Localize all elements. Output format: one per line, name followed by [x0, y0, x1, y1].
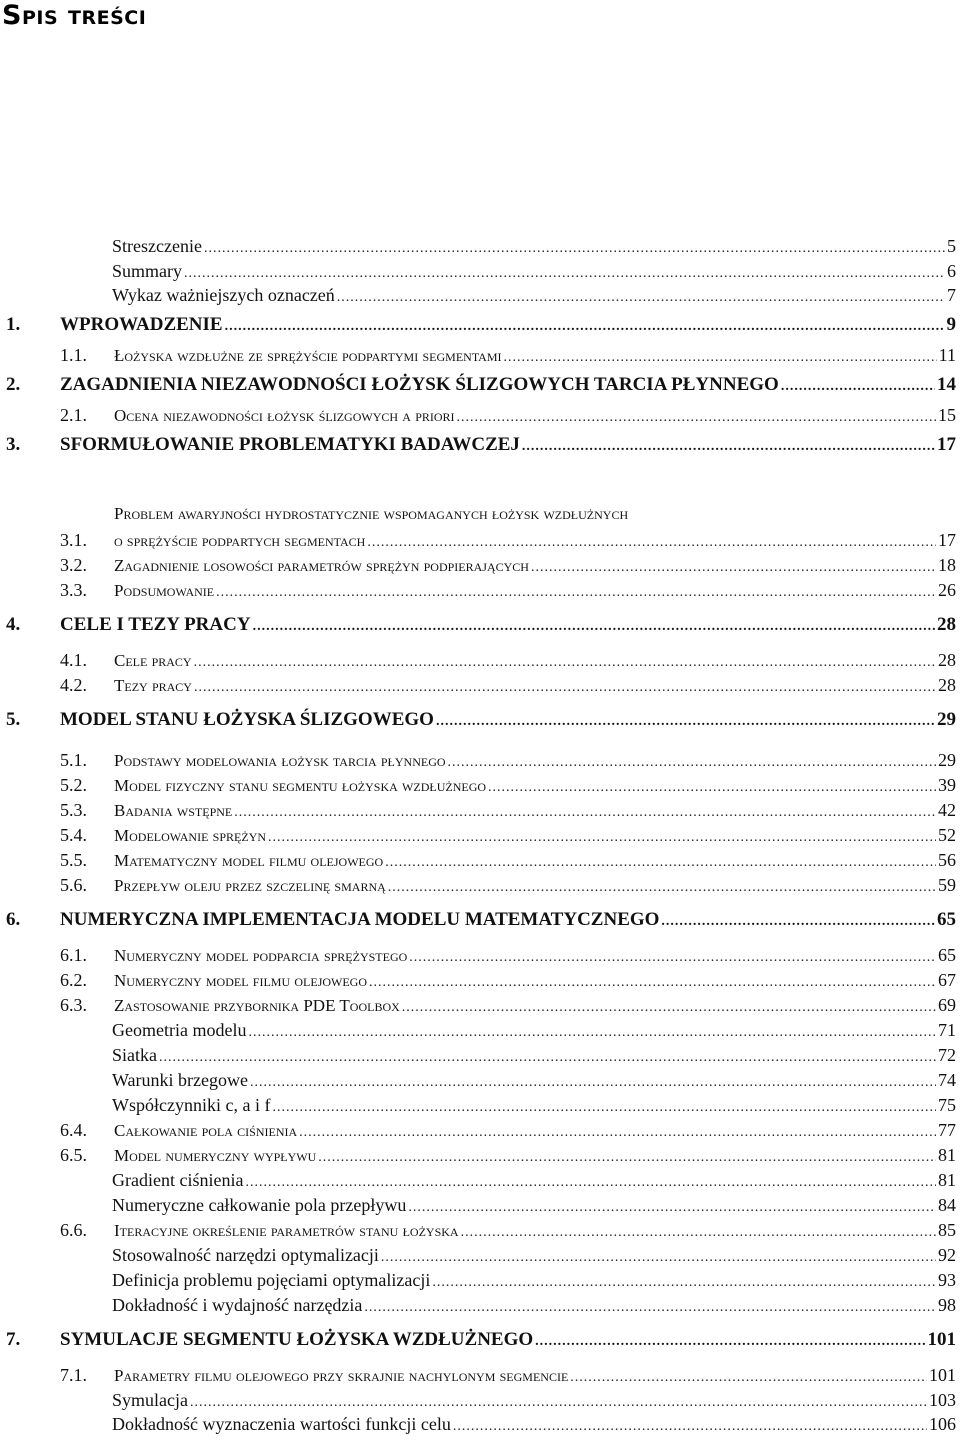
- toc-entry-title: Iteracyjne określenie parametrów stanu łożyska: [114, 1221, 459, 1240]
- toc-entry[interactable]: [0, 908, 960, 932]
- toc-entry[interactable]: [0, 1193, 960, 1217]
- toc-entry-page: 15: [938, 405, 956, 425]
- toc-entry-title: Streszczenie: [112, 236, 202, 256]
- toc-entry-page: 81: [938, 1170, 956, 1190]
- dot-leader: [409, 946, 936, 970]
- toc-entry-title-line1: Problem awaryjności hydrostatycznie wspomaganych łożysk wzdłużnych: [114, 504, 629, 523]
- toc-entry-page: 101: [929, 1365, 956, 1385]
- dot-leader: [436, 710, 935, 734]
- toc-entry[interactable]: [0, 313, 960, 337]
- toc-entry-page: 9: [946, 314, 956, 335]
- dot-leader: [253, 615, 935, 639]
- toc-entry-page: 72: [938, 1045, 956, 1065]
- toc-entry-title: NUMERYCZNA IMPLEMENTACJA MODELU MATEMATYCZNEGO: [60, 909, 660, 930]
- toc-entry-page: 85: [938, 1220, 956, 1240]
- dot-leader: [159, 1046, 936, 1070]
- toc-entry-page: 74: [938, 1070, 956, 1090]
- dot-leader: [364, 1296, 936, 1320]
- toc-entry-title: Numeryczne całkowanie pola przepływu: [112, 1195, 407, 1215]
- toc-entry-number: 4.1.: [60, 650, 87, 670]
- toc-entry[interactable]: [0, 433, 960, 457]
- toc-entry-number: 6.4.: [60, 1120, 87, 1140]
- toc-entry-number: 2.: [6, 374, 21, 395]
- dot-leader: [461, 1221, 936, 1245]
- toc-entry[interactable]: [0, 1043, 960, 1067]
- dot-leader: [216, 581, 936, 605]
- toc-entry-number: 5.1.: [60, 750, 87, 770]
- toc-entry-title: Parametry filmu olejowego przy skrajnie nachylonym segmencie: [114, 1366, 569, 1385]
- toc-entry-page: 65: [938, 945, 956, 965]
- toc-entry-title: Tezy pracy: [114, 676, 192, 695]
- toc-entry[interactable]: [0, 1412, 960, 1436]
- toc-entry-number: 7.1.: [60, 1365, 87, 1385]
- toc-entry-page: 75: [938, 1095, 956, 1115]
- toc-entry[interactable]: [0, 873, 960, 897]
- dot-leader: [408, 1196, 936, 1220]
- toc-entry[interactable]: [0, 343, 960, 367]
- dot-leader: [194, 651, 936, 675]
- toc-entry[interactable]: [0, 748, 960, 772]
- toc-entry-title: Podsumowanie: [114, 581, 215, 600]
- toc-entry-page: 98: [938, 1295, 956, 1315]
- toc-entry-number: 1.: [6, 314, 21, 335]
- toc-entry-number: 5.6.: [60, 875, 87, 895]
- toc-entry[interactable]: [0, 1143, 960, 1167]
- toc-entry-title: ZAGADNIENIA NIEZAWODNOŚCI ŁOŻYSK ŚLIZGOWYCH TARCIA PŁYNNEGO: [60, 374, 779, 395]
- toc-entry-page: 92: [938, 1245, 956, 1265]
- toc-entry[interactable]: [0, 968, 960, 992]
- toc-entry-number: 3.2.: [60, 555, 87, 575]
- toc-entry-page: 11: [938, 345, 956, 365]
- toc-entry[interactable]: [0, 1363, 960, 1387]
- dot-leader: [570, 1366, 927, 1390]
- dot-leader: [522, 435, 935, 459]
- toc-entry-number: 5.4.: [60, 825, 87, 845]
- toc-entry-number: 5.2.: [60, 775, 87, 795]
- toc-entry-title: Symulacja: [112, 1390, 188, 1410]
- toc-entry-page: 5: [947, 236, 956, 256]
- dot-leader: [337, 286, 945, 310]
- toc-entry[interactable]: [0, 613, 960, 637]
- toc-entry[interactable]: [0, 1018, 960, 1042]
- dot-leader: [531, 556, 936, 580]
- toc-entry-number: 6.5.: [60, 1145, 87, 1165]
- toc-entry-page: 101: [927, 1329, 956, 1350]
- toc-entry-title: Modelowanie sprężyn: [114, 826, 267, 845]
- toc-entry[interactable]: [0, 578, 960, 602]
- toc-entry-number: 6.6.: [60, 1220, 87, 1240]
- toc-entry-title: Ocena niezawodności łożysk ślizgowych a priori: [114, 406, 455, 425]
- page-title: Spis treści: [2, 0, 147, 31]
- dot-leader: [504, 346, 937, 370]
- toc-entry-title: Matematyczny model filmu olejowego: [114, 851, 384, 870]
- dot-leader: [457, 406, 936, 430]
- toc-entry-number: 6.3.: [60, 995, 87, 1015]
- toc-entry-number: 2.1.: [60, 405, 87, 425]
- dot-leader: [272, 1096, 936, 1120]
- dot-leader: [488, 776, 936, 800]
- toc-entry[interactable]: [0, 1218, 960, 1242]
- toc-entry[interactable]: [0, 1168, 960, 1192]
- toc-entry-page: 28: [938, 675, 956, 695]
- dot-leader: [381, 1246, 936, 1270]
- toc-entry-title: Dokładność wyznaczenia wartości funkcji celu: [112, 1414, 451, 1434]
- toc-entry-page: 17: [937, 434, 956, 455]
- toc-entry-title: SYMULACJE SEGMENTU ŁOŻYSKA WZDŁUŻNEGO: [60, 1329, 534, 1350]
- toc-entry-page: 39: [938, 775, 956, 795]
- toc-entry-page: 93: [938, 1270, 956, 1290]
- toc-entry-title: o sprężyście podpartych segmentach: [114, 531, 366, 550]
- toc-entry-page: 103: [929, 1390, 956, 1410]
- dot-leader: [453, 1415, 927, 1439]
- toc-entry[interactable]: [0, 373, 960, 397]
- dot-leader: [388, 876, 936, 900]
- dot-leader: [318, 1146, 936, 1170]
- toc-entry-number: 3.3.: [60, 580, 87, 600]
- dot-leader: [535, 1330, 925, 1354]
- toc-entry-page: 106: [929, 1414, 956, 1434]
- toc-entry-page: 81: [938, 1145, 956, 1165]
- dot-leader: [661, 910, 935, 934]
- toc-entry[interactable]: [0, 708, 960, 732]
- toc-entry-number: 7.: [6, 1329, 21, 1350]
- toc-entry-title: CELE I TEZY PRACY: [60, 614, 251, 635]
- dot-leader: [781, 375, 935, 399]
- toc-entry-title: WPROWADZENIE: [60, 314, 223, 335]
- toc-entry-page: 71: [938, 1020, 956, 1040]
- dot-leader: [369, 971, 936, 995]
- toc-entry-page: 84: [938, 1195, 956, 1215]
- toc-entry[interactable]: [0, 259, 960, 283]
- toc-entry[interactable]: [0, 234, 960, 258]
- toc-entry-page: 29: [938, 750, 956, 770]
- dot-leader: [299, 1121, 936, 1145]
- toc-entry-title: Współczynniki c, a i f: [112, 1095, 271, 1115]
- toc-entry-title: Wykaz ważniejszych oznaczeń: [112, 285, 335, 305]
- toc-entry[interactable]: [0, 993, 960, 1017]
- toc-entry-number: 3.1.: [60, 530, 87, 550]
- toc-entry-title: SFORMUŁOWANIE PROBLEMATYKI BADAWCZEJ: [60, 434, 520, 455]
- toc-entry-title: MODEL STANU ŁOŻYSKA ŚLIZGOWEGO: [60, 709, 434, 730]
- toc-entry-page: 42: [938, 800, 956, 820]
- toc-entry-page: 6: [947, 261, 956, 281]
- dot-leader: [402, 996, 936, 1020]
- dot-leader: [448, 751, 936, 775]
- toc-entry-title: Summary: [112, 261, 182, 281]
- toc-entry-title: Zagadnienie losowości parametrów sprężyn podpierających: [114, 556, 529, 575]
- toc-entry-title: Warunki brzegowe: [112, 1070, 248, 1090]
- toc-entry-title: Całkowanie pola ciśnienia: [114, 1121, 298, 1140]
- toc-entry-title: Gradient ciśnienia: [112, 1170, 244, 1190]
- toc-entry-title: Dokładność i wydajność narzędzia: [112, 1295, 363, 1315]
- toc-entry-title: Stosowalność narzędzi optymalizacji: [112, 1245, 379, 1265]
- toc-entry-title: Zastosowanie przybornika PDE Toolbox: [114, 996, 400, 1015]
- toc-entry-page: 14: [937, 374, 956, 395]
- toc-entry-page: 28: [937, 614, 956, 635]
- toc-entry-page: 26: [938, 580, 956, 600]
- dot-leader: [234, 801, 936, 825]
- dot-leader: [268, 826, 936, 850]
- toc-entry[interactable]: [0, 943, 960, 967]
- toc-entry-number: 4.: [6, 614, 21, 635]
- toc-entry-number: 6.: [6, 909, 21, 930]
- toc-entry[interactable]: [0, 1293, 960, 1317]
- toc-entry[interactable]: [0, 1243, 960, 1267]
- toc-entry-title: Geometria modelu: [112, 1020, 247, 1040]
- toc-entry[interactable]: [0, 1268, 960, 1292]
- toc-entry-title: Przepływ oleju przez szczelinę smarną: [114, 876, 386, 895]
- dot-leader: [225, 315, 945, 339]
- toc-entry-page: 18: [938, 555, 956, 575]
- toc-entry[interactable]: [0, 648, 960, 672]
- toc-entry-page: 67: [938, 970, 956, 990]
- toc-entry[interactable]: [0, 848, 960, 872]
- toc-entry[interactable]: [0, 773, 960, 797]
- toc-entry[interactable]: [0, 1118, 960, 1142]
- toc-entry-title: Badania wstępne: [114, 801, 233, 820]
- toc-entry-page: 7: [947, 285, 956, 305]
- toc-entry-page: 28: [938, 650, 956, 670]
- toc-entry-page: 17: [938, 530, 956, 550]
- dot-leader: [367, 531, 936, 555]
- toc-entry-page: 77: [938, 1120, 956, 1140]
- toc-entry-title: Podstawy modelowania łożysk tarcia płynnego: [114, 751, 446, 770]
- dot-leader: [432, 1271, 936, 1295]
- toc-entry-title: Model numeryczny wypływu: [114, 1146, 317, 1165]
- dot-leader: [204, 237, 945, 261]
- toc-entry-number: 5.3.: [60, 800, 87, 820]
- toc-entry[interactable]: [0, 403, 960, 427]
- toc-entry[interactable]: [0, 1068, 960, 1092]
- toc-entry[interactable]: [0, 553, 960, 577]
- dot-leader: [250, 1071, 936, 1095]
- toc-entry[interactable]: [0, 823, 960, 847]
- toc-entry-title: Numeryczny model podparcia sprężystego: [114, 946, 408, 965]
- toc-entry[interactable]: [0, 673, 960, 697]
- toc-entry-page: 56: [938, 850, 956, 870]
- dot-leader: [248, 1021, 936, 1045]
- toc-entry-number: 6.2.: [60, 970, 87, 990]
- toc-entry-title: Model fizyczny stanu segmentu łożyska wzdłużnego: [114, 776, 487, 795]
- toc-entry-title: Cele pracy: [114, 651, 192, 670]
- toc-entry[interactable]: [0, 1093, 960, 1117]
- toc-entry-number: 5.5.: [60, 850, 87, 870]
- toc-entry-page: 65: [937, 909, 956, 930]
- toc-entry-page: 69: [938, 995, 956, 1015]
- toc-entry-number: 5.: [6, 709, 21, 730]
- toc-entry[interactable]: [0, 528, 960, 552]
- dot-leader: [194, 676, 936, 700]
- toc-entry-number: 3.: [6, 434, 21, 455]
- toc-entry-page: 29: [937, 709, 956, 730]
- toc-entry-page: 52: [938, 825, 956, 845]
- toc-entry-title: Siatka: [112, 1045, 157, 1065]
- toc-entry-number: 6.1.: [60, 945, 87, 965]
- toc-entry[interactable]: [0, 1328, 960, 1352]
- toc-entry-title: Łożyska wzdłużne ze sprężyście podpartymi segmentami: [114, 346, 502, 365]
- toc-entry[interactable]: [0, 1388, 960, 1412]
- dot-leader: [385, 851, 936, 875]
- dot-leader: [245, 1171, 936, 1195]
- toc-entry[interactable]: [0, 283, 960, 307]
- toc-entry-number: 1.1.: [60, 345, 87, 365]
- toc-entry-number: 4.2.: [60, 675, 87, 695]
- toc-entry-title: Definicja problemu pojęciami optymalizacji: [112, 1270, 431, 1290]
- toc-entry-title: Numeryczny model filmu olejowego: [114, 971, 368, 990]
- toc-entry[interactable]: [0, 798, 960, 822]
- toc-entry-page: 59: [938, 875, 956, 895]
